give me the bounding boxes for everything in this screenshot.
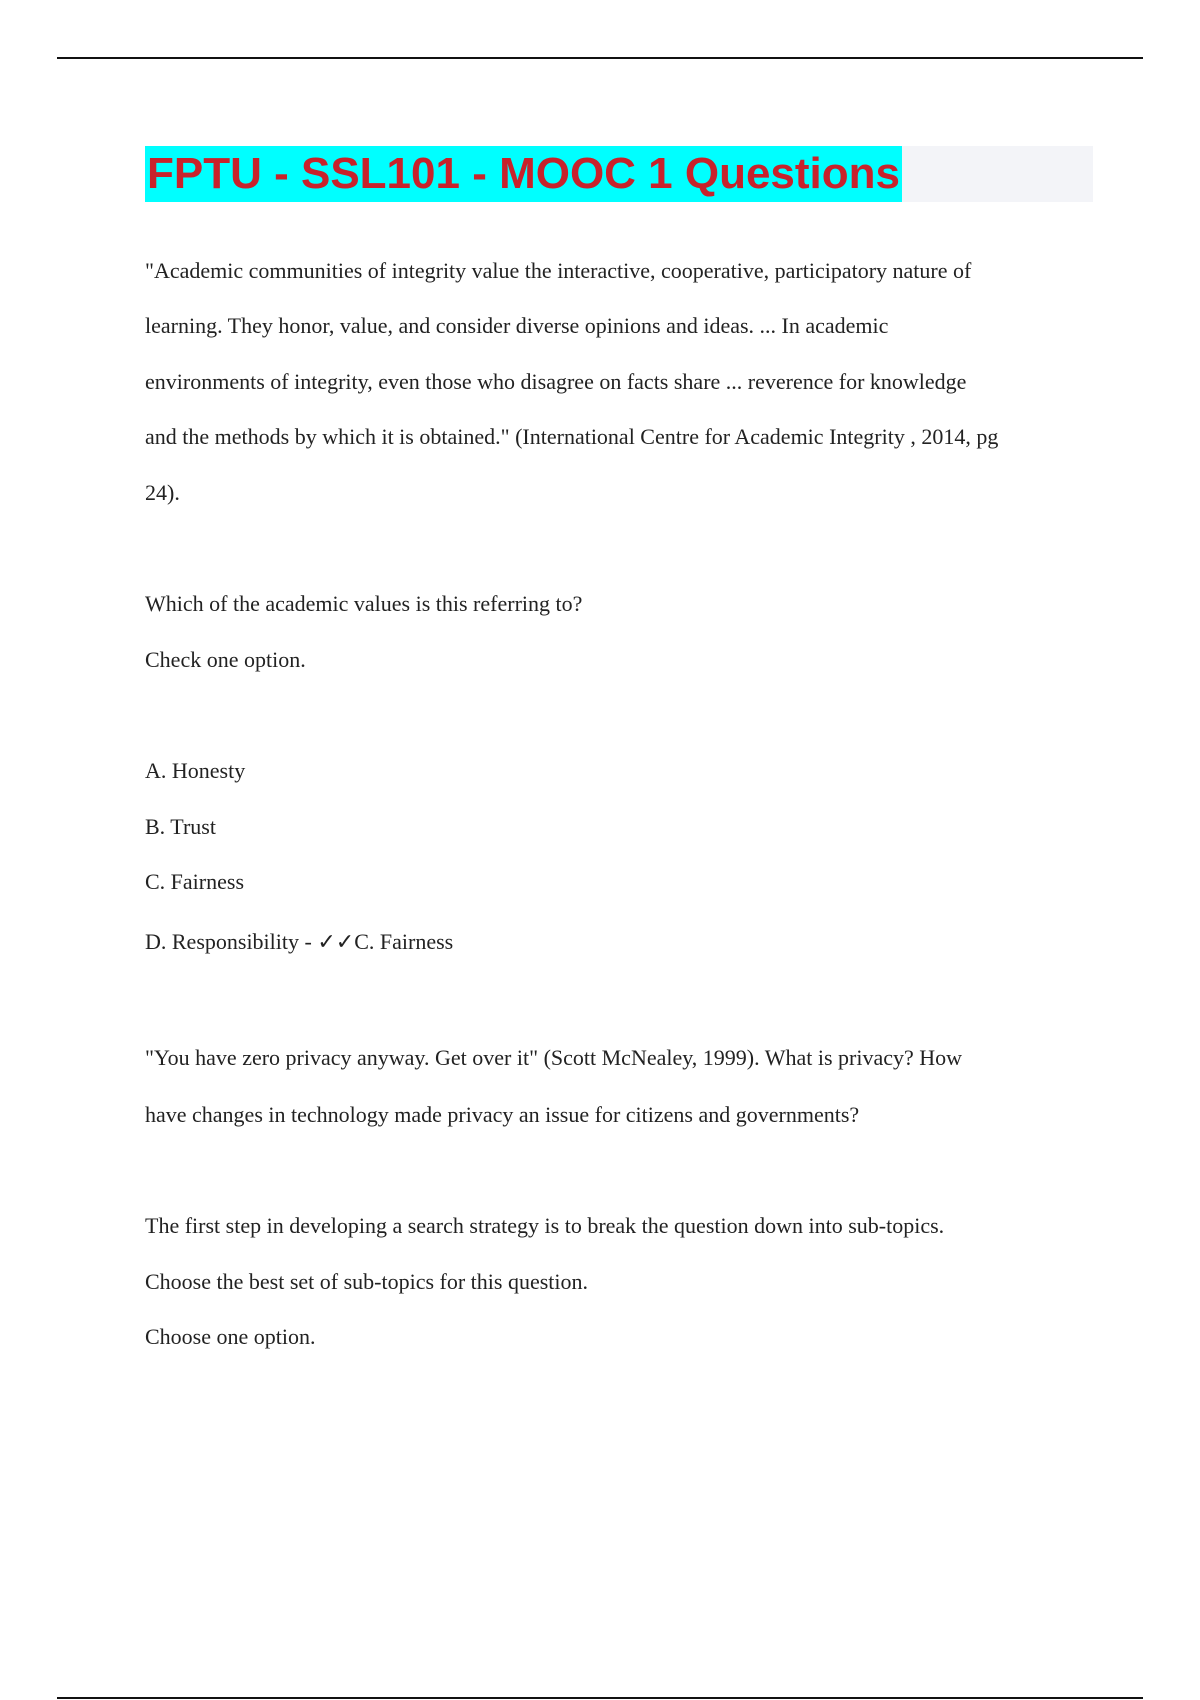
q1-passage-line-2: learning. They honor, value, and consider diverse opinions and ideas. ... In academic — [145, 313, 889, 338]
q1-option-c: C. Fairness — [145, 869, 244, 894]
q1-option-b: B. Trust — [145, 814, 216, 839]
q3-line-3: Choose one option. — [145, 1324, 316, 1349]
q3-line-1: The first step in developing a search strategy is to break the question down into sub-topics. — [145, 1213, 945, 1238]
q1-prompt: Which of the academic values is this referring to? — [145, 591, 583, 616]
q3-line-2: Choose the best set of sub-topics for this question. — [145, 1269, 589, 1294]
q1-option-a: A. Honesty — [145, 758, 246, 783]
q1-passage-line-1: "Academic communities of integrity value the interactive, cooperative, participatory nature of — [145, 258, 972, 283]
q1-option-d-with-answer: D. Responsibility - ✓✓C. Fairness — [145, 929, 454, 954]
q2-line-1: "You have zero privacy anyway. Get over it" (Scott McNealey, 1999). What is privacy? How — [145, 1045, 963, 1070]
q1-instruction: Check one option. — [145, 647, 306, 672]
footer-rule — [57, 1697, 1143, 1699]
q1-passage-line-4: and the methods by which it is obtained." (International Centre for Academic Integrity , 2014, pg — [145, 424, 999, 449]
q1-passage-line-5: 24). — [145, 480, 180, 505]
q1-passage-line-3: environments of integrity, even those who disagree on facts share ... reverence for knowledge — [145, 369, 967, 394]
page-title: FPTU - SSL101 - MOOC 1 Questions — [145, 146, 902, 202]
q2-line-2: have changes in technology made privacy an issue for citizens and governments? — [145, 1102, 860, 1127]
document-body — [145, 0, 1105, 1700]
